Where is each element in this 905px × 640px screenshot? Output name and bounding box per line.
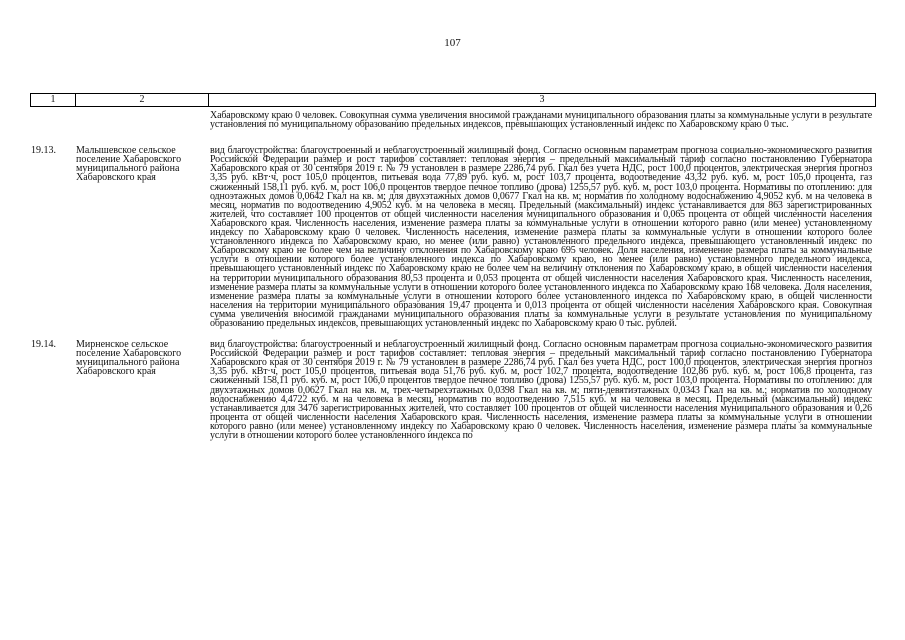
table-row-19-14: [30, 340, 872, 440]
municipality-name: [74, 111, 206, 129]
page-number: 107: [444, 37, 461, 49]
municipality-name: Мирненское сельское поселение Хабаровского муниципального района Хабаровского края: [76, 339, 182, 378]
column-header-3: 3: [209, 94, 876, 107]
municipality-name: Малышевское сельское поселение Хабаровского муниципального района Хабаровского края: [76, 145, 182, 184]
row-description: вид благоустройства: благоустроенный и неблагоустроенный жилищный фонд. Согласно основным параметрам прогноза социально-экономического развития Российской Федерации размер и рост тарифов составляет: тепловая энергия – предельный максимальный тариф согласно постановлению Губернатора Хабаровского края от 30 сентября 2019 г. № 79 установлен в размере 2286,74 руб. Гкал без учета НДС, рост 100,0 процентов, электрическая энергия прогноз 3,35 руб. кВт·ч, рост 105,0 процентов, питьевая вода 77,89 руб. куб. м, рост 103,7 процента, водоотведение 43,32 руб. куб. м, рост 105,0 процента, газ сжиженный 158,11 руб. куб. м, рост 106,0 процентов твердое печное топливо (дрова) 1255,57 руб. куб. м, рост 103,0 процента. Нормативы по отоплению: для одноэтажных домов 0,0642 Гкал на кв. м; для двухэтажных домов 0,0677 Гкал на кв. м; норматив по холодному водоснабжению 4,9052 куб. м на человека в месяц, норматив по водоотведению 4,9052 куб. м на человека в месяц. Предельный (максимальный) индекс устанавливается для 863 зарегистрированных жителей, что составляет 100 процентов от общей численности населения муниципального образования и 0,065 процента от общей численности населения Хабаровского края. Численность населения, изменение размера платы за коммунальные услуги в отношении которого равно (или менее) установленному индексу по Хабаровскому краю 0 человек. Численность населения, изменение размера платы за коммунальные услуги в отношении которого более установленного индекса по Хабаровскому краю, но менее (или равно) установленного предельного индекса, превышающего установленный индекс по Хабаровскому краю не более чем на величину отклонения по Хабаровскому краю 695 человек. Доля населения, изменение размера платы за коммунальные услуги в отношении которого более установленного индекса по Хабаровскому краю, но менее (или равно) установленного предельного индекса, превышающего установленный индекс по Хабаровскому краю не более чем на величину отклонения по Хабаровскому краю, в общей численности населения на территории муниципального образования 80,53 процента и 0,053 процента от общей численности населения Хабаровского края. Численность населения, изменение размера платы за коммунальные услуги в отношении которого более установленного индекса по Хабаровскому краю 168 человека. Доля населения, изменение размера платы за коммунальные услуги в отношении которого более установленного индекса по Хабаровскому краю, в общей численности населения на территории муниципального образования 19,47 процента и 0,013 процента от общей численности населения Хабаровского края. Совокупная сумма увеличения вносимой гражданами муниципального образования платы за коммунальные услуги в результате установления по муниципальному образованию предельных индексов, превышающих установленный индекс по Хабаровскому краю 0 тыс. рублей.: [210, 145, 872, 329]
table-body: [30, 111, 872, 440]
table-header: [30, 93, 876, 107]
row-number: [30, 111, 74, 129]
row-description: Хабаровскому краю 0 человек. Совокупная сумма увеличения вносимой гражданами муниципального образования платы за коммунальные услуги в результате установления по муниципальному образованию предельных индексов, превышающих установленный индекс по Хабаровскому краю 0 тыс.: [210, 110, 872, 131]
table-row-continuation: [30, 111, 872, 129]
column-header-1: 1: [31, 94, 76, 107]
column-header-2: 2: [76, 94, 209, 107]
row-description: вид благоустройства: благоустроенный и неблагоустроенный жилищный фонд. Согласно основным параметрам прогноза социально-экономического развития Российской Федерации размер и рост тарифов составляет: тепловая энергия – предельный максимальный тариф согласно постановлению Губернатора Хабаровского края от 30 сентября 2019 г. № 79 установлен в размере 2286,74 руб. Гкал без учета НДС, рост 100,0 процентов, электрическая энергия прогноз 3,35 руб. кВт·ч, рост 105,0 процентов, питьевая вода 51,76 руб. куб. м, рост 102,7 процента, водоотведение 102,86 руб. куб. м, рост 106,8 процента, газ сжиженный 158,11 руб. куб. м, рост 106,0 процентов твердое печное топливо (дрова) 1255,57 руб. куб. м, рост 103,0 процента. Нормативы по отоплению: для двухэтажных домов 0,0627 Гкал на кв. м, трех-четырехэтажных 0,0398 Гкал на кв. м; пяти-девятиэтажных 0,0343 Гкал на кв. м.; норматив по холодному водоснабжению 4,4722 куб. м на человека в месяц, норматив по водоотведению 7,515 куб. м на человека в месяц. Предельный (максимальный) индекс устанавливается для 3476 зарегистрированных жителей, что составляет 100 процентов от общей численности населения муниципального образования и 0,26 процента от общей численности населения Хабаровского края. Численность населения, изменение размера платы за коммунальные услуги в отношении которого равно (или менее) установленному индексу по Хабаровскому краю 0 человек. Численность населения, изменение размера платы за коммунальные услуги в отношении которого более установленного индекса по: [210, 339, 872, 441]
table-row-19-13: [30, 146, 872, 328]
row-number: 19.14.: [31, 339, 56, 351]
row-number: 19.13.: [31, 145, 56, 157]
